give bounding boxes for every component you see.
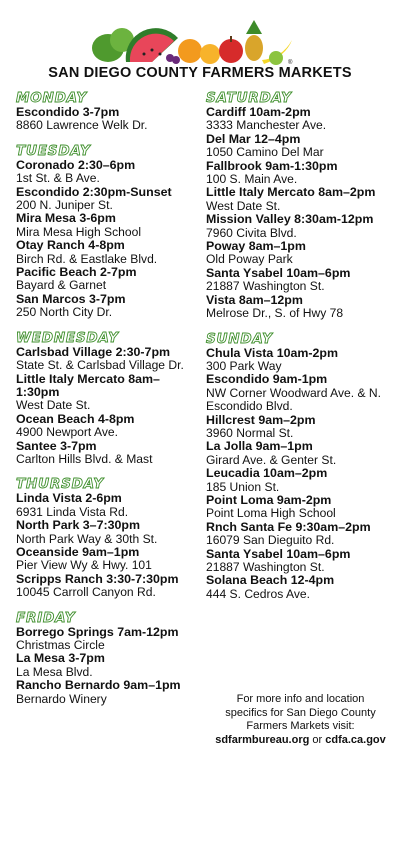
market-location: 8860 Lawrence Welk Dr. [16, 118, 148, 133]
market-name: Little Italy Mercato 8am–1:30pm [16, 371, 160, 399]
footer-or: or [309, 733, 326, 746]
market-name: Poway 8am–1pm [206, 239, 306, 254]
market-location: 7960 Civita Blvd. [206, 225, 297, 240]
market-entry [16, 159, 201, 186]
footer [208, 693, 393, 747]
market-entry [16, 492, 201, 519]
market-entry [16, 413, 201, 440]
market-name: San Marcos 3-7pm [16, 291, 126, 306]
market-location: NW Corner Woodward Ave. & N. Escondido Blvd. [206, 385, 381, 414]
market-location: 3333 Manchester Ave. [206, 118, 327, 133]
left-column [16, 90, 201, 716]
market-entry [16, 266, 201, 293]
market-location: Birch Rd. & Eastlake Blvd. [16, 251, 158, 266]
market-name: Point Loma 9am-2pm [206, 492, 332, 507]
market-location: 16079 San Dieguito Rd. [206, 533, 335, 548]
market-name: Chula Vista 10am-2pm [206, 345, 338, 360]
day-heading: FRIDAY [16, 609, 76, 626]
market-location: West Date St. [206, 198, 281, 213]
market-location: Bernardo Winery [16, 691, 107, 706]
market-location: 4900 Newport Ave. [16, 425, 118, 440]
market-location: La Mesa Blvd. [16, 664, 93, 679]
sdfarmbureau-link[interactable]: sdfarmbureau.org [215, 733, 310, 746]
market-name: Del Mar 12–4pm [206, 131, 301, 146]
market-entry [206, 294, 396, 321]
market-location: Girard Ave. & Genter St. [206, 452, 337, 467]
day-section-wednesday [16, 330, 201, 467]
market-name: Oceanside 9am–1pm [16, 544, 140, 559]
market-entry [206, 106, 396, 133]
market-name: Coronado 2:30–6pm [16, 157, 136, 172]
market-name: Leucadia 10am–2pm [206, 466, 328, 481]
market-entry [16, 440, 201, 467]
market-name: Pacific Beach 2-7pm [16, 265, 137, 280]
cdfa-link[interactable]: cdfa.ca.gov [325, 733, 386, 746]
market-entry [206, 574, 396, 601]
market-entry [206, 440, 396, 467]
market-entry [206, 373, 396, 413]
day-section-saturday [206, 90, 396, 321]
day-section-friday [16, 610, 201, 706]
day-heading: THURSDAY [16, 476, 104, 493]
market-entry [206, 133, 396, 160]
market-entry [206, 521, 396, 548]
market-entry [206, 240, 396, 267]
market-name: Mira Mesa 3-6pm [16, 211, 116, 226]
market-name: Escondido 2:30pm-Sunset [16, 184, 172, 199]
market-name: Escondido 3-7pm [16, 105, 120, 119]
market-location: Melrose Dr., S. of Hwy 78 [206, 306, 344, 321]
market-entry [16, 373, 201, 413]
market-location: 21887 Washington St. [206, 279, 325, 294]
market-location: 1st St. & B Ave. [16, 171, 100, 186]
market-name: Cardiff 10am-2pm [206, 105, 311, 119]
market-name: La Mesa 3-7pm [16, 651, 105, 666]
market-location: 250 North City Dr. [16, 305, 113, 320]
market-entry [16, 573, 201, 600]
market-entry [206, 267, 396, 294]
market-entry [16, 626, 201, 653]
fruit-logo [86, 18, 296, 66]
market-location: 1050 Camino Del Mar [206, 145, 324, 160]
market-name: La Jolla 9am–1pm [206, 439, 313, 454]
footer-line-1: For more info and location [236, 693, 365, 705]
market-location: 10045 Carroll Canyon Rd. [16, 585, 156, 600]
day-heading: MONDAY [16, 90, 87, 106]
market-entry [16, 293, 201, 320]
market-name: Rancho Bernardo 9am–1pm [16, 678, 181, 693]
market-entry [16, 239, 201, 266]
market-name: Santa Ysabel 10am–6pm [206, 546, 351, 561]
market-location: Bayard & Garnet [16, 278, 107, 293]
market-entry [16, 186, 201, 213]
market-entry [16, 212, 201, 239]
footer-line-3: Farmers Markets visit: [246, 720, 355, 732]
market-name: Scripps Ranch 3:30-7:30pm [16, 571, 179, 586]
day-section-thursday [16, 476, 201, 599]
market-location: 100 S. Main Ave. [206, 172, 298, 187]
market-entry [16, 346, 201, 373]
page-title: SAN DIEGO COUNTY FARMERS MARKETS [48, 65, 352, 81]
market-name: Escondido 9am-1pm [206, 372, 328, 387]
market-entry [206, 548, 396, 575]
market-location: Christmas Circle [16, 638, 105, 652]
footer-links [208, 734, 393, 748]
market-location: 21887 Washington St. [206, 560, 325, 574]
market-name: Otay Ranch 4-8pm [16, 238, 125, 253]
market-location: 6931 Linda Vista Rd. [16, 504, 129, 519]
day-heading: WEDNESDAY [16, 329, 119, 346]
right-column [206, 90, 396, 611]
market-location: State St. & Carlsbad Village Dr. [16, 358, 184, 373]
market-name: Borrego Springs 7am-12pm [16, 624, 179, 639]
day-section-sunday [206, 331, 396, 602]
market-location: Mira Mesa High School [16, 224, 142, 239]
day-heading: SATURDAY [206, 90, 292, 106]
market-name: Santee 3-7pm [16, 438, 97, 453]
market-location: Pier View Wy & Hwy. 101 [16, 558, 152, 573]
market-name: Little Italy Mercato 8am–2pm [206, 185, 376, 200]
market-location: Point Loma High School [206, 506, 336, 521]
market-location: 200 N. Juniper St. [16, 198, 113, 213]
market-location: Old Poway Park [206, 252, 293, 267]
market-entry [16, 652, 201, 679]
day-heading: TUESDAY [16, 142, 91, 159]
day-section-monday [16, 90, 201, 133]
market-name: Solana Beach 12-4pm [206, 573, 335, 588]
market-name: Rnch Santa Fe 9:30am–2pm [206, 519, 371, 534]
market-name: Santa Ysabel 10am–6pm [206, 265, 351, 280]
market-location: North Park Way & 30th St. [16, 531, 158, 546]
market-entry [206, 186, 396, 213]
market-name: Carlsbad Village 2:30-7pm [16, 344, 171, 359]
market-location: Carlton Hills Blvd. & Mast [16, 451, 153, 466]
market-location: 444 S. Cedros Ave. [206, 586, 310, 601]
market-entry [16, 546, 201, 573]
market-name: Mission Valley 8:30am-12pm [206, 212, 374, 227]
market-name: North Park 3–7:30pm [16, 518, 140, 533]
market-entry [206, 213, 396, 240]
market-location: 185 Union St. [206, 479, 280, 494]
market-location: 300 Park Way [206, 358, 282, 373]
market-entry [206, 494, 396, 521]
market-entry [16, 679, 201, 706]
market-name: Fallbrook 9am-1:30pm [206, 158, 338, 173]
market-location: West Date St. [16, 398, 91, 413]
market-entry [206, 467, 396, 494]
market-entry [206, 347, 396, 374]
market-name: Linda Vista 2-6pm [16, 491, 122, 506]
registered-mark: ® [288, 60, 293, 66]
market-entry [206, 160, 396, 187]
day-heading: SUNDAY [206, 330, 273, 347]
market-name: Hillcrest 9am–2pm [206, 412, 316, 427]
day-section-tuesday [16, 143, 201, 320]
market-entry [206, 414, 396, 441]
footer-line-2: specifics for San Diego County [225, 706, 376, 719]
market-name: Ocean Beach 4-8pm [16, 411, 135, 426]
market-location: 3960 Normal St. [206, 425, 294, 440]
market-entry [16, 106, 201, 133]
market-entry [16, 519, 201, 546]
market-name: Vista 8am–12pm [206, 292, 303, 307]
